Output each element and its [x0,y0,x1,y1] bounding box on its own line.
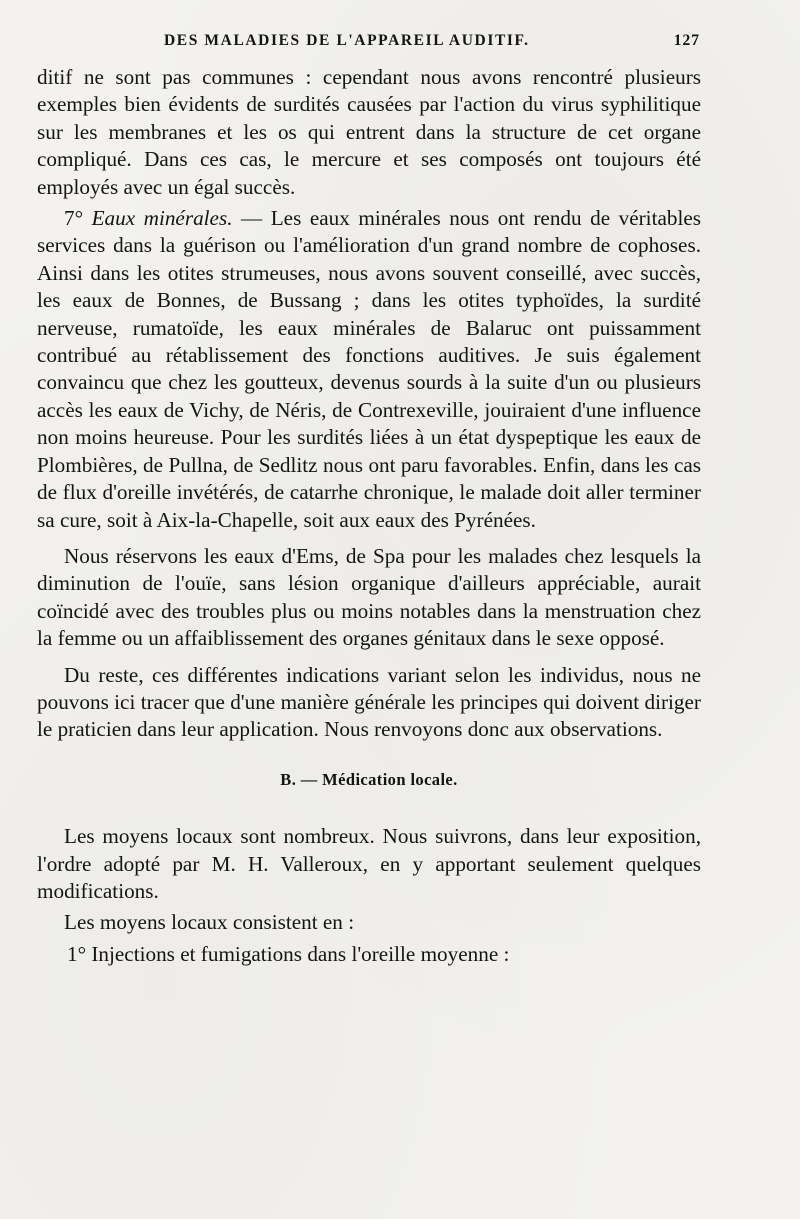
page-number: 127 [673,32,700,49]
paragraph-indications: Du reste, ces différentes indications variant selon les individus, nous ne pouvons ici tracer que d'une manière générale les principes qui doivent diriger le praticien dans leur application. Nous renvoyons donc aux observations. [37,662,701,742]
paragraph-continuation: ditif ne sont pas communes : cependant nous avons rencontré plusieurs exemples bien évidents de surdités causées par l'action du virus syphilitique sur les membranes et les os qui entrent dans la structure de cet organe compliqué. Dans ces cas, le mercure et ses composés ont toujours été employés avec un égal succès. [37,65,701,199]
item-number: 7° [64,206,84,231]
paragraph-list-intro: Les moyens locaux consistent en : [64,910,355,935]
body-text [37,64,701,968]
paragraph-text: — Les eaux minérales nous ont rendu de véritables services dans la guérison ou l'amélioration d'un grand nombre de cophoses. Ainsi dans les otites strumeuses, nous avons souvent conseillé, avec succès, les eaux de Bonnes, de Bussang ; dans les otites typhoïdes, la surdité nerveuse, rumatoïde, les eaux minérales de Balaruc ont puissamment contribué au rétablissement des fonctions auditives. Je suis également convaincu que chez les goutteux, devenus sourds à la suite d'un ou plusieurs accès les eaux de Vichy, de Néris, de Contrexeville, jouiraient d'une influence non moins heureuse. Pour les surdités liées à un état dyspeptique les eaux de Plombières, de Pullna, de Sedlitz nous ont paru favorables. Enfin, dans les cas de flux d'oreille invétérés, de catarrhe chronique, le malade doit aller terminer sa cure, soit à Aix-la-Chapelle, soit aux eaux des Pyrénées. [37,206,701,532]
paragraph-moyens-locaux: Les moyens locaux sont nombreux. Nous suivrons, dans leur exposition, l'ordre adopté par M. H. Valleroux, en y apportant seulement quelques modifications. [37,824,701,903]
paragraph-ems-spa: Nous réservons les eaux d'Ems, de Spa pour les malades chez lesquels la diminution de l'ouïe, sans lésion organique d'ailleurs appréciable, aurait coïncidé avec des troubles plus ou moins notables dans la menstruation chez la femme ou un affaiblissement des organes génitaux dans le sexe opposé. [37,543,701,651]
running-head-title: DES MALADIES DE L'APPAREIL AUDITIF. [164,32,530,49]
paragraph-heading: Eaux minérales. [91,206,233,231]
section-heading: B. — Médication locale. [280,769,458,789]
running-head [164,32,700,50]
paragraph-eaux-minerales [37,205,701,534]
list-item-injections: 1° Injections et fumigations dans l'oreille moyenne : [67,941,510,966]
